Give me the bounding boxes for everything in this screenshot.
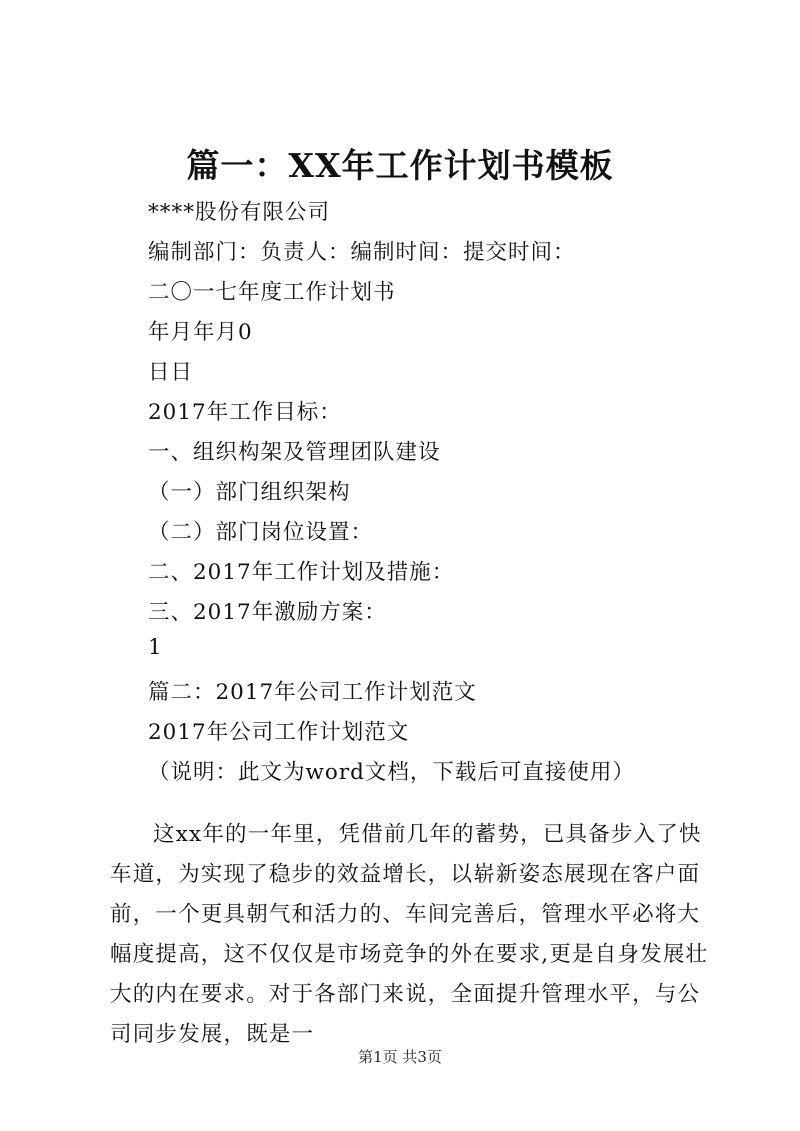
- subsection-heading-1: （一）部门组织架构: [148, 480, 351, 505]
- plan-title-line: 二〇一七年度工作计划书: [148, 280, 396, 305]
- subsection-heading-2: （二）部门岗位设置：: [148, 520, 374, 545]
- meta-fields-line: 编制部门：负责人：编制时间：提交时间：: [148, 240, 576, 265]
- article-two-heading: 篇二：2017年公司工作计划范文: [148, 680, 477, 705]
- usage-note: （说明：此文为word文档，下载后可直接使用）: [148, 760, 635, 785]
- goals-heading: 2017年工作目标：: [148, 400, 342, 425]
- page-footer: 第1页 共3页: [358, 1048, 442, 1066]
- document-title: 篇一：XX年工作计划书模板: [186, 146, 614, 185]
- article-two-title: 2017年公司工作计划范文: [148, 720, 410, 745]
- date-line-2: 日日: [148, 360, 194, 385]
- body-paragraph-text: 这xx年的一年里，凭借前几年的蓄势，已具备步入了快车道，为实现了稳步的效益增长，以崭新姿态展现在客户面前，一个更具朝气和活力的、车间完善后，管理水平必将大幅度提高，这不仅仅是市场竞争的外在要求,更是自身发展壮大的内在要求。对于各部门来说，全面提升管理水平，与公司同步发展，既是一: [110, 822, 709, 1047]
- company-name-line: ****股份有限公司: [148, 200, 331, 225]
- section-heading-1: 一、组织构架及管理团队建设: [148, 440, 441, 465]
- section-heading-2: 二、2017年工作计划及措施：: [148, 560, 455, 585]
- section-heading-3: 三、2017年激励方案：: [148, 600, 387, 625]
- body-paragraph: [110, 815, 710, 1055]
- date-line: 年月年月0: [148, 320, 253, 345]
- page-number-text: 1: [148, 635, 163, 660]
